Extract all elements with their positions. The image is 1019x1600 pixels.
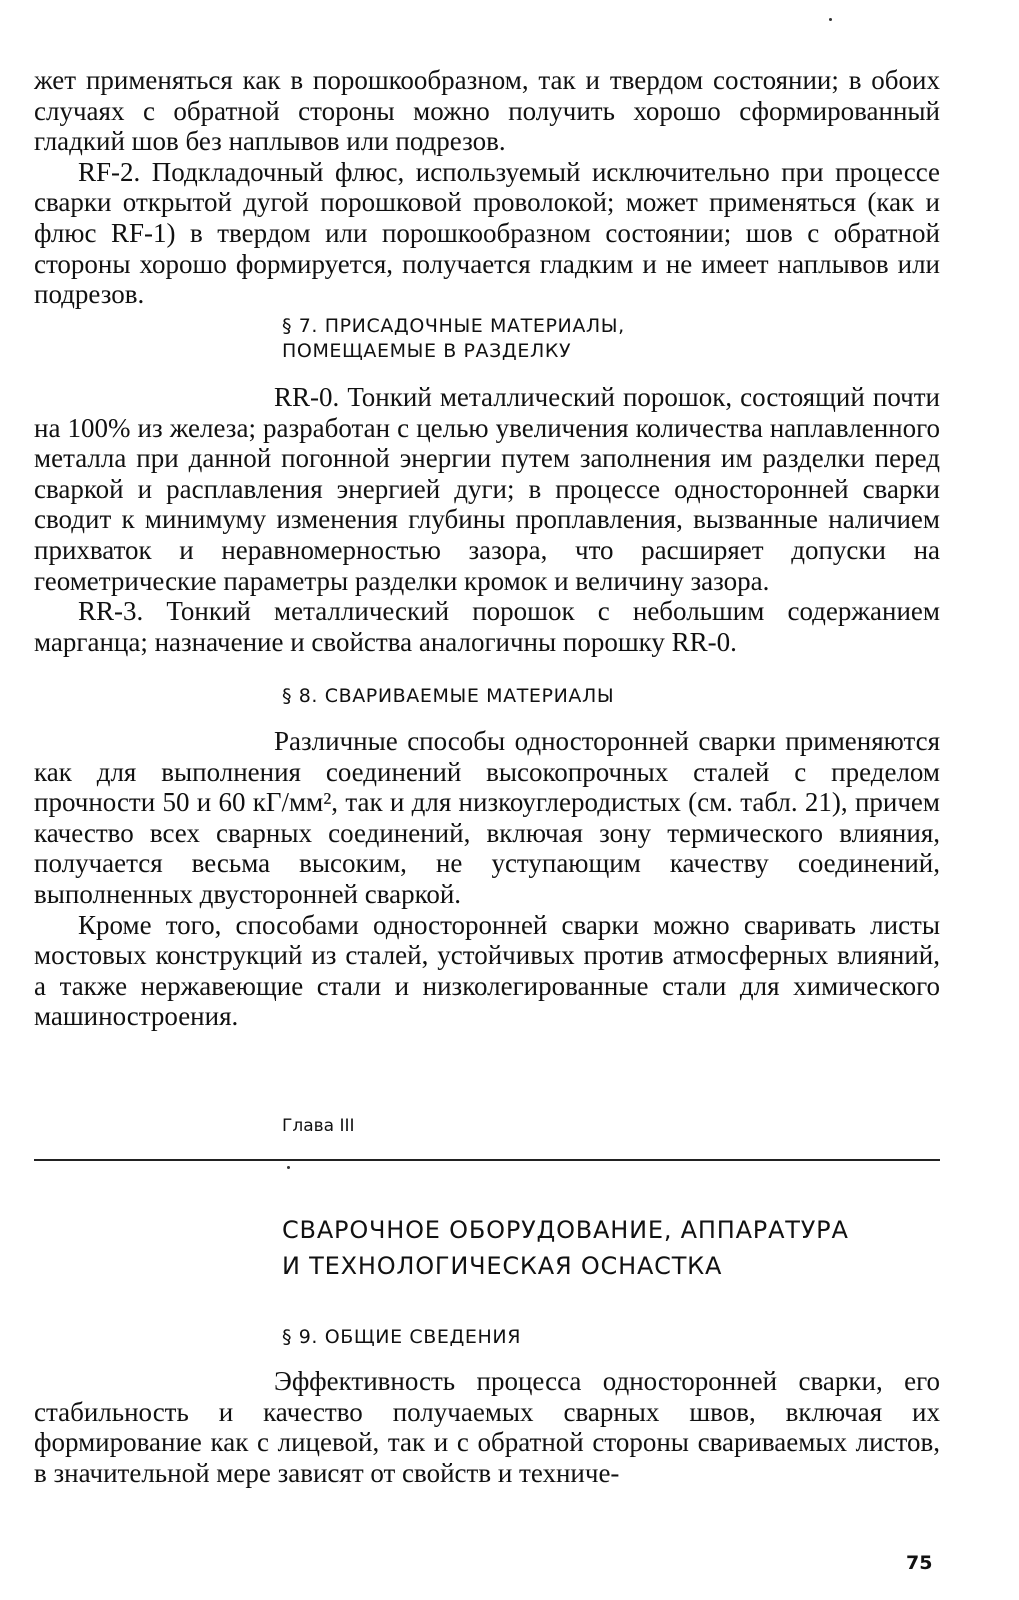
section-9-text <box>34 1366 940 1488</box>
print-speck <box>287 1166 290 1169</box>
section-7-title-line-2: ПОМЕЩАЕМЫЕ В РАЗДЕЛКУ <box>282 340 572 362</box>
page-number: 75 <box>906 1552 933 1574</box>
paragraph-bridge-steels: Кроме того, способами односторонней сварки можно сваривать листы мостовых конструкций из сталей, устойчивых против атмосферных влияний, а также нержавеющие стали и низколегированные стали для химического машиностроения. <box>34 909 940 1032</box>
section-7-heading <box>282 314 625 364</box>
chapter-title <box>282 1212 849 1284</box>
chapter-divider <box>34 1159 940 1161</box>
section-7-title-line-1: § 7. ПРИСАДОЧНЫЕ МАТЕРИАЛЫ, <box>282 315 625 337</box>
paragraph-weldable-steels: Различные способы односторонней сварки применяются как для выполнения соединений высокопрочных сталей с пределом прочности 50 и 60 кГ/мм², так и для низкоуглеродистых (см. табл. 21), причем качество всех сварных соединений, включая зону термического влияния, получается весьма высоким, не уступающим качеству соединений, выполненных двусторонней сваркой. <box>34 726 940 909</box>
chapter-title-line-1: СВАРОЧНОЕ ОБОРУДОВАНИЕ, АППАРАТУРА <box>282 1216 849 1244</box>
section-8-text <box>34 726 940 1032</box>
section-8-heading: § 8. СВАРИВАЕМЫЕ МАТЕРИАЛЫ <box>282 685 615 707</box>
paragraph-continuation: жет применяться как в порошкообразном, так и твердом состоянии; в обоих случаях с обратной стороны можно получить хорошо сформированный гладкий шов без наплывов или подрезов. <box>34 65 940 157</box>
chapter-label: Глава III <box>282 1116 355 1136</box>
section-7-text <box>34 382 940 657</box>
paragraph-rr0: RR-0. Тонкий металлический порошок, состоящий почти на 100% из железа; разработан с целью увеличения количества наплавленного металла при данной погонной энергии путем заполнения им разделки перед сваркой и расплавления энергией дуги; в процессе односторонней сварки сводит к минимуму изменения глубины проплавления, вызванные наличием прихваток и неравномерностью зазора, что расширяет допуски на геометрические параметры разделки кромок и величину зазора. <box>34 382 940 596</box>
paragraph-rr3: RR-3. Тонкий металлический порошок с небольшим содержанием марганца; назначение и свойства аналогичны порошку RR-0. <box>34 596 940 657</box>
top-text-block <box>34 65 940 310</box>
chapter-title-line-2: И ТЕХНОЛОГИЧЕСКАЯ ОСНАСТКА <box>282 1252 723 1280</box>
section-9-heading: § 9. ОБЩИЕ СВЕДЕНИЯ <box>282 1326 521 1348</box>
paragraph-rf2: RF-2. Подкладочный флюс, используемый исключительно при процессе сварки открытой дугой порошковой проволокой; может применяться (как и флюс RF-1) в твердом или порошкообразном состоянии; шов с обратной стороны хорошо формируется, получается гладким и не имеет наплывов или подрезов. <box>34 156 940 310</box>
print-speck <box>829 18 832 21</box>
paragraph-general-info: Эффективность процесса односторонней сварки, его стабильность и качество получаемых сварных швов, включая их формирование как с лицевой, так и с обратной стороны свариваемых листов, в значительной мере зависят от свойств и техниче- <box>34 1366 940 1488</box>
